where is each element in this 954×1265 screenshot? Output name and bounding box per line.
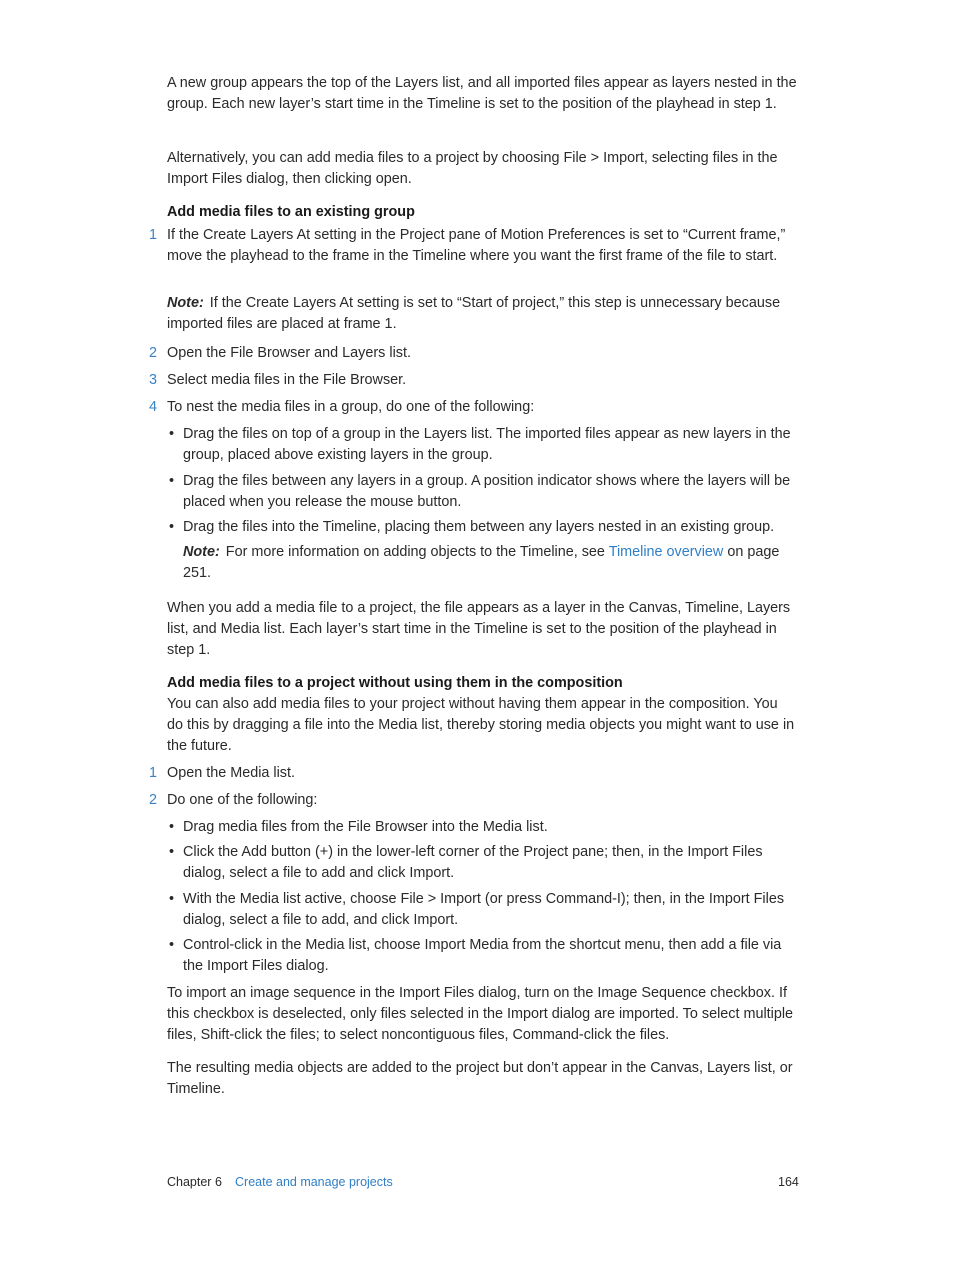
step-text: Do one of the following: — [167, 792, 318, 808]
note-text: If the Create Layers At setting is set to “Start of project,” this step is unnecessary because imported files are placed at frame 1. — [167, 295, 781, 332]
bullet-mark: • — [169, 844, 175, 860]
step-number: 2 — [149, 792, 158, 808]
bullet-item: Drag the files into the Timeline, placing them between any layers nested in an existing group. — [183, 519, 775, 535]
bullet-mark: • — [169, 819, 175, 835]
paragraph-resulting-objects: The resulting media objects are added to the project but don’t appear in the Canvas, Layers list, or Timeline. — [167, 1060, 793, 1097]
bullet-mark: • — [169, 473, 175, 489]
page-number: 164 — [778, 1175, 799, 1189]
note-label: Note: — [167, 295, 204, 311]
footer-chapter: Chapter 6 — [167, 1175, 222, 1189]
step-text: If the Create Layers At setting in the Project pane of Motion Preferences is set to “Current frame,” move the playhead to the frame in the Timeline where you want the first frame of the file to start. — [167, 227, 786, 264]
step-number: 4 — [149, 399, 158, 415]
bullet-mark: • — [169, 519, 175, 535]
bullet-item: Drag media files from the File Browser into the Media list. — [183, 819, 548, 835]
bullet-item: Drag the files between any layers in a group. A position indicator shows where the layers will be placed when you release the mouse button. — [183, 473, 791, 510]
bullet-mark: • — [169, 426, 175, 442]
step-text: To nest the media files in a group, do one of the following: — [167, 399, 535, 415]
bullet-item: Click the Add button (+) in the lower-left corner of the Project pane; then, in the Import Files dialog, select a file to add and click Import. — [183, 844, 763, 881]
heading-existing-group: Add media files to an existing group — [167, 204, 415, 220]
note-label: Note: — [183, 544, 220, 560]
paragraph-new-group: A new group appears the top of the Layers list, and all imported files appear as layers nested in the group. Each new layer’s start time in the Timeline is set to the position of the playhead in step 1. — [167, 75, 797, 112]
step-number: 1 — [149, 765, 158, 781]
note-current-frame — [167, 293, 797, 335]
note-timeline — [183, 542, 798, 584]
bullet-mark: • — [169, 891, 175, 907]
step-number: 1 — [149, 227, 158, 243]
timeline-overview-link[interactable]: Timeline overview — [608, 544, 724, 560]
bullet-item: Drag the files on top of a group in the Layers list. The imported files appear as new layers in the group, placed above existing layers in the group. — [183, 426, 791, 463]
step-text: Open the File Browser and Layers list. — [167, 345, 411, 361]
bullet-item: With the Media list active, choose File > Import (or press Command-I); then, in the Import Files dialog, select a file to add, and click Import. — [183, 891, 785, 928]
paragraph-alternatively: Alternatively, you can add media files to a project by choosing File > Import, selecting files in the Import Files dialog, then clicking open. — [167, 150, 778, 187]
paragraph-image-sequence: To import an image sequence in the Import Files dialog, turn on the Image Sequence checkbox. If this checkbox is deselected, only files selected in the Import dialog are imported. To select multiple files, Shift-click the files; to select noncontiguous files, Command-click the files. — [167, 985, 794, 1043]
step-text: Select media files in the File Browser. — [167, 372, 407, 388]
step-number: 2 — [149, 345, 158, 361]
bullet-item: Control-click in the Media list, choose Import Media from the shortcut menu, then add a file via the Import Files dialog. — [183, 937, 782, 974]
note-text-before: For more information on adding objects to the Timeline, see — [225, 544, 605, 560]
paragraph-also-add: You can also add media files to your project without having them appear in the composition. You do this by dragging a file into the Media list, thereby storing media objects you might want to use in the future. — [167, 696, 795, 754]
step-text: Open the Media list. — [167, 765, 295, 781]
step-number: 3 — [149, 372, 158, 388]
bullet-mark: • — [169, 937, 175, 953]
heading-without-composition: Add media files to a project without using them in the composition — [167, 675, 623, 691]
note-text-after: on page 251. — [183, 544, 780, 581]
paragraph-media-file-added: When you add a media file to a project, the file appears as a layer in the Canvas, Timeline, Layers list, and Media list. Each layer’s start time in the Timeline is set to the position of the playhead in step 1. — [167, 600, 791, 658]
footer-chapter-link[interactable]: Create and manage projects — [235, 1175, 393, 1189]
